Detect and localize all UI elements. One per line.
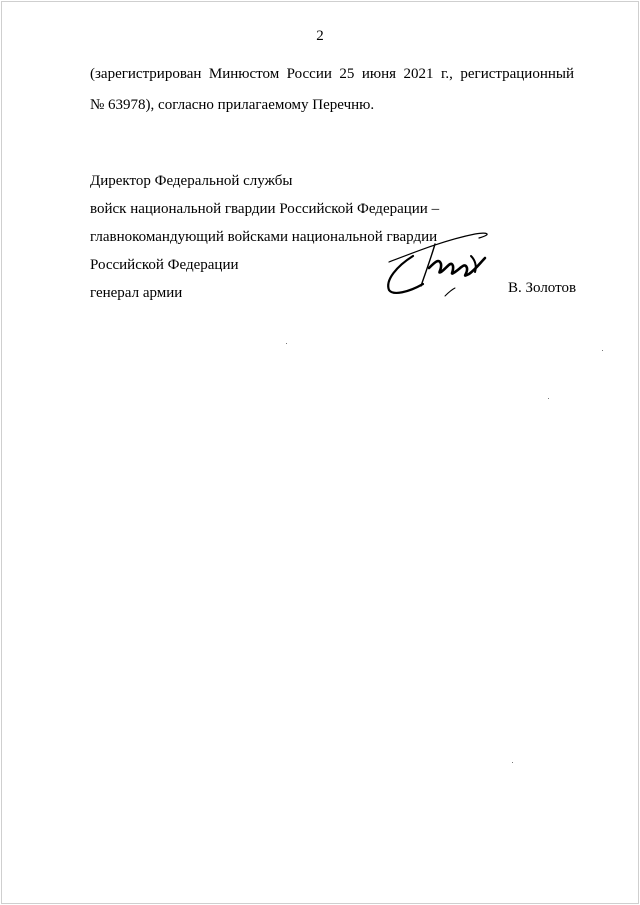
- scan-speck: [512, 762, 513, 763]
- handwritten-signature: [375, 222, 505, 298]
- page-border: [1, 1, 639, 904]
- signatory-rank: генерал армии: [90, 285, 183, 301]
- paragraph-line-2: № 63978), согласно прилагаемому Перечню.: [90, 97, 375, 113]
- scan-speck: [602, 350, 603, 351]
- scan-speck: [286, 343, 287, 344]
- signatory-title-line: Директор Федеральной службы: [90, 173, 293, 189]
- paragraph-line-1: (зарегистрирован Минюстом России 25 июня 2021 г., регистрационный: [90, 66, 574, 82]
- signatory-title-line: Российской Федерации: [90, 257, 239, 273]
- page-number: 2: [316, 28, 324, 44]
- scan-speck: [548, 398, 549, 399]
- signatory-title-line: войск национальной гвардии Российской Федерации –: [90, 201, 440, 217]
- signatory-title-line: главнокомандующий войсками национальной гвардии: [90, 229, 438, 245]
- signer-name: В. Золотов: [508, 280, 577, 296]
- body-paragraph: [90, 59, 574, 121]
